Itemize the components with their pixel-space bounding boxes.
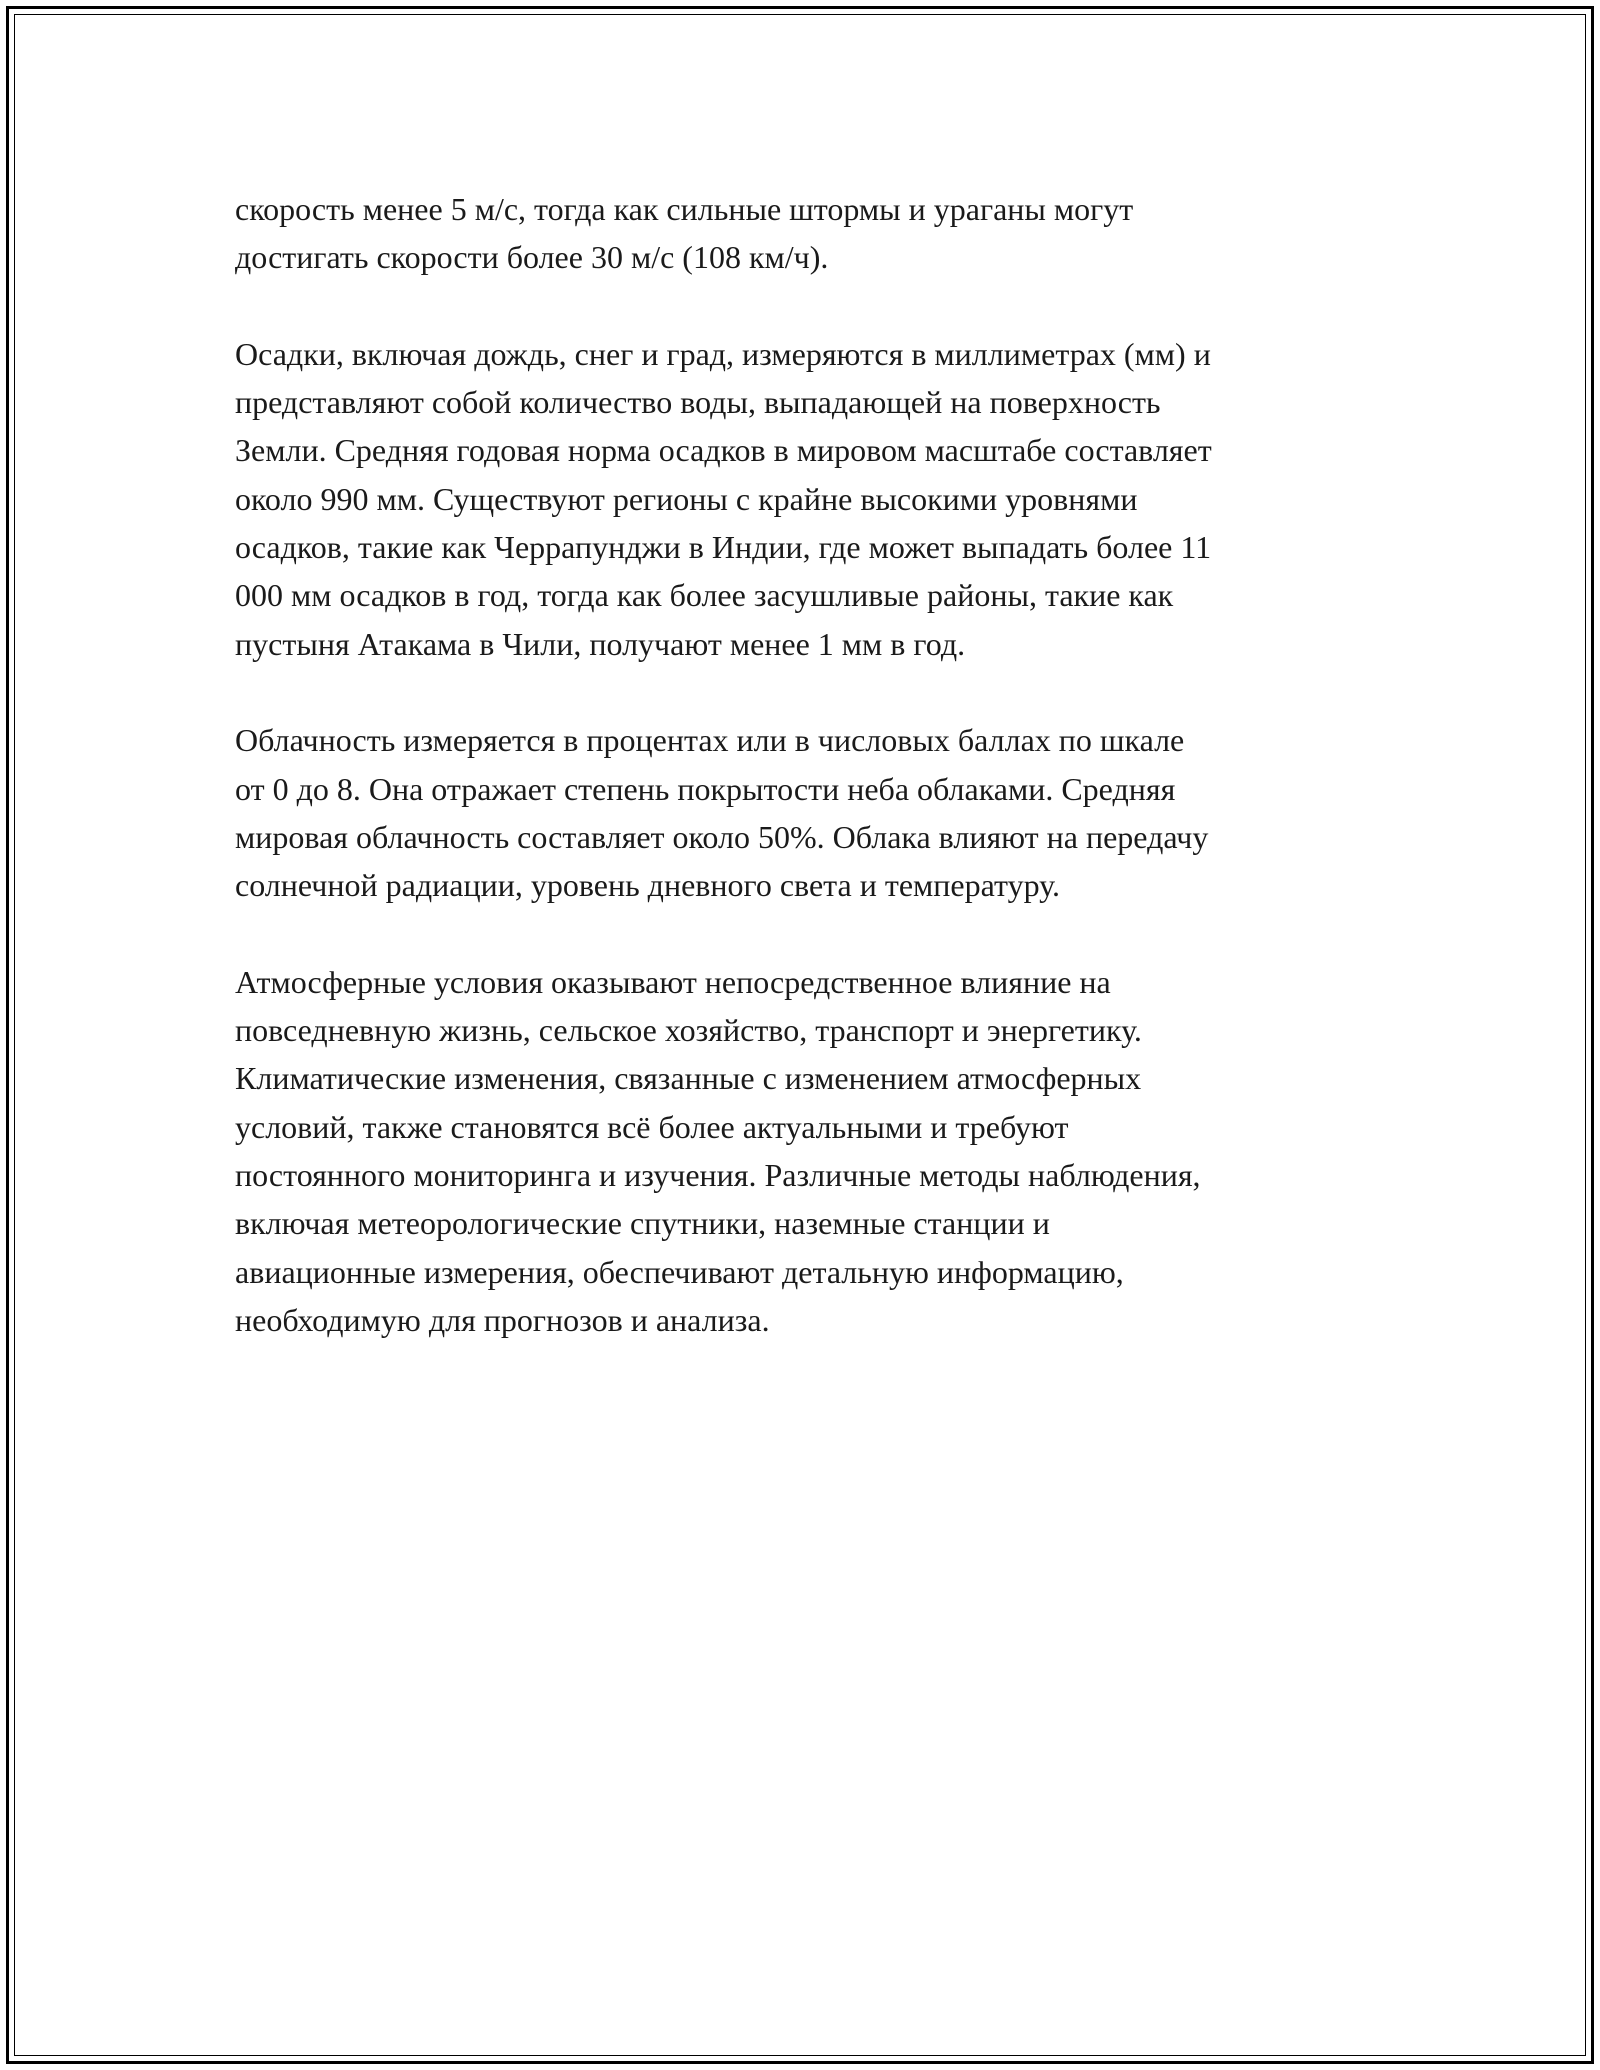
text-line: около 990 мм. Существуют регионы с крайне высокими уровнями [235, 480, 1138, 517]
text-line: солнечной радиации, уровень дневного света и температуру. [235, 867, 1060, 904]
text-line: пустыня Атакама в Чили, получают менее 1 мм в год. [235, 625, 966, 662]
text-line: необходимую для прогнозов и анализа. [235, 1301, 770, 1338]
text-line: Климатические изменения, связанные с изменением атмосферных [235, 1060, 1142, 1097]
text-line: представляют собой количество воды, выпадающей на поверхность [235, 384, 1161, 421]
paragraph-wind-speed [235, 185, 1395, 282]
text-line: скорость менее 5 м/с, тогда как сильные штормы и ураганы могут [235, 191, 1134, 227]
text-line: условий, также становятся всё более актуальными и требуют [235, 1108, 1069, 1145]
text-line: достигать скорости более 30 м/с (108 км/ч). [235, 239, 829, 276]
text-line: включая метеорологические спутники, наземные станции и [235, 1205, 1050, 1242]
paragraph-atmospheric-impact [235, 958, 1395, 1344]
text-line: осадков, такие как Черрапунджи в Индии, где может выпадать более 11 [235, 529, 1212, 566]
paragraph-cloudiness [235, 716, 1395, 909]
text-line: Облачность измеряется в процентах или в числовых баллах по шкале [235, 722, 1185, 759]
text-line: Осадки, включая дождь, снег и град, измеряются в миллиметрах (мм) и [235, 335, 1211, 372]
document-body [235, 185, 1395, 1392]
text-line: повседневную жизнь, сельское хозяйство, транспорт и энергетику. [235, 1012, 1142, 1049]
paragraph-precipitation [235, 330, 1395, 668]
text-line: Земли. Средняя годовая норма осадков в мировом масштабе составляет [235, 432, 1212, 469]
text-line: мировая облачность составляет около 50%. Облака влияют на передачу [235, 818, 1209, 855]
text-line: 000 мм осадков в год, тогда как более засушливые районы, такие как [235, 577, 1174, 614]
text-line: от 0 до 8. Она отражает степень покрытости неба облаками. Средняя [235, 770, 1176, 807]
text-line: авиационные измерения, обеспечивают детальную информацию, [235, 1253, 1124, 1290]
text-line: Атмосферные условия оказывают непосредственное влияние на [235, 963, 1111, 1000]
text-line: постоянного мониторинга и изучения. Различные методы наблюдения, [235, 1156, 1201, 1193]
